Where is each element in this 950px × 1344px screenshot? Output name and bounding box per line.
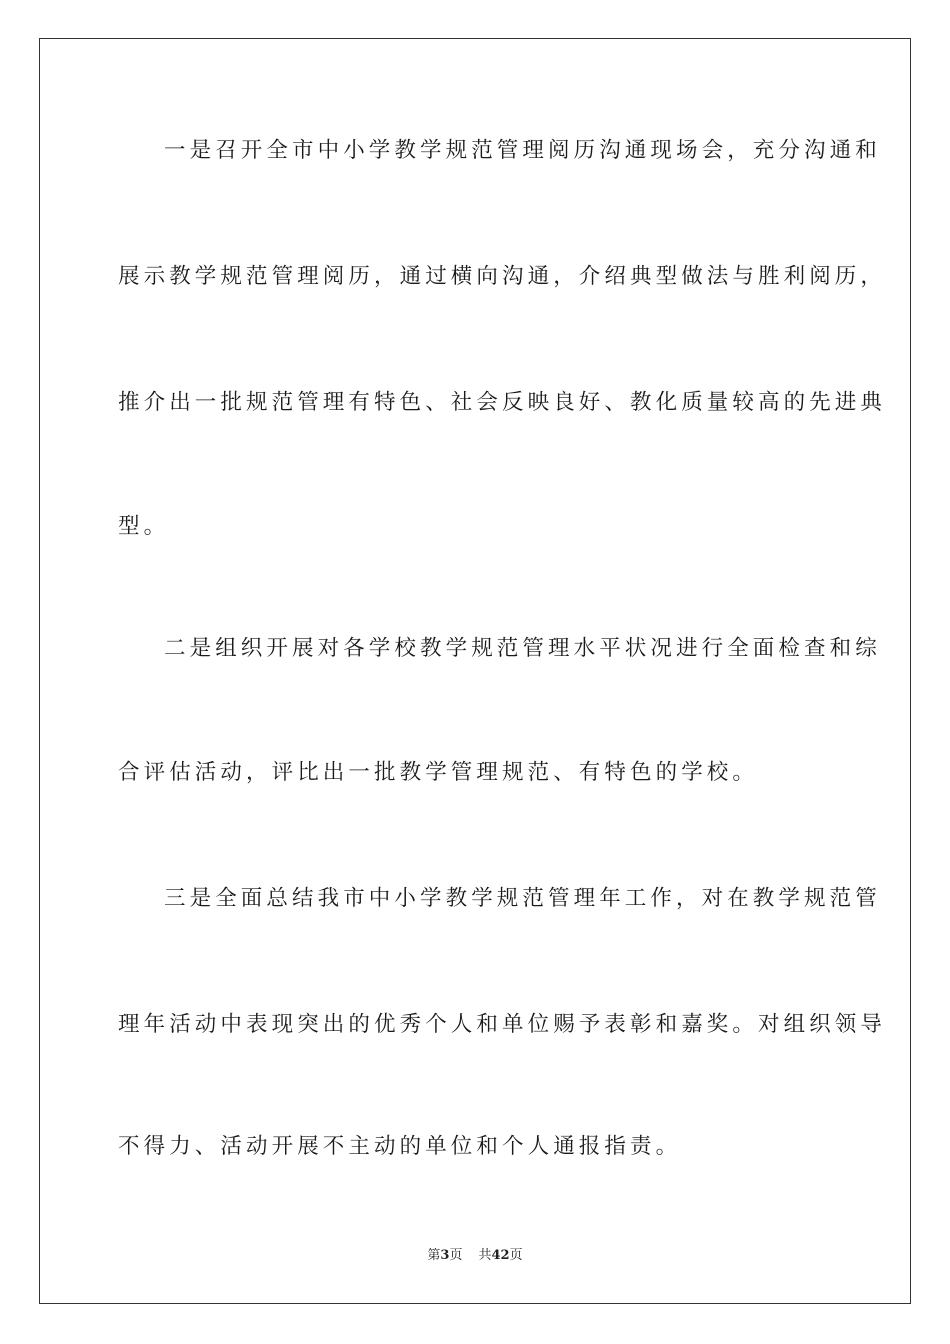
total-pages: 42 <box>491 1248 510 1263</box>
total-prefix: 共 <box>478 1248 492 1263</box>
page-suffix: 页 <box>449 1248 463 1263</box>
paragraph-line: 合评估活动，评比出一批教学管理规范、有特色的学校。 <box>118 760 759 785</box>
paragraph-line: 展示教学规范管理阅历，通过横向沟通，介绍典型做法与胜利阅历， <box>118 264 887 289</box>
page-border <box>39 38 911 1304</box>
paragraph-line: 一是召开全市中小学教学规范管理阅历沟通现场会，充分沟通和 <box>164 138 881 163</box>
page-footer <box>0 1247 950 1265</box>
total-suffix: 页 <box>509 1248 523 1263</box>
paragraph-line: 推介出一批规范管理有特色、社会反映良好、教化质量较高的先进典 <box>118 390 887 415</box>
paragraph-line: 理年活动中表现突出的优秀个人和单位赐予表彰和嘉奖。对组织领导 <box>118 1012 887 1037</box>
paragraph-line: 二是组织开展对各学校教学规范管理水平状况进行全面检查和综 <box>164 636 881 661</box>
paragraph-line: 三是全面总结我市中小学教学规范管理年工作，对在教学规范管 <box>164 886 881 911</box>
page-number: 3 <box>440 1248 450 1263</box>
page-prefix: 第 <box>427 1248 441 1263</box>
paragraph-line: 型。 <box>118 514 170 539</box>
paragraph-line: 不得力、活动开展不主动的单位和个人通报指责。 <box>118 1134 682 1159</box>
